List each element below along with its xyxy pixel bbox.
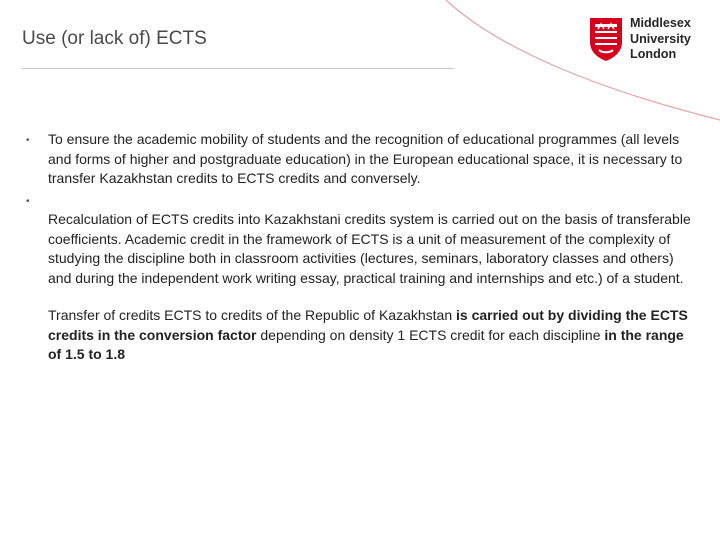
paragraph-conversion <box>26 306 696 365</box>
shield-icon <box>588 16 624 62</box>
logo-line-university: University <box>630 31 691 46</box>
bullet-text-2: Recalculation of ECTS credits into Kazakhstani credits system is carried out on the basis of transferable coefficients. Academic credit in the framework of ECTS is a unit of measurement of the complexity of studying the discipline both in classroom activities (lectures, seminars, laboratory classes and others) and during the independent work writing essay, practical training and internships and etc.) of a student. <box>48 211 691 286</box>
page-title: Use (or lack of) ECTS <box>22 28 207 49</box>
bullet-dot: • <box>26 135 30 146</box>
bullet-dot: • <box>26 195 30 207</box>
slide-content <box>26 130 696 365</box>
conversion-text-2-bold: is carried out by dividing the ECTS credits in the conversion factor <box>48 307 688 343</box>
university-logo <box>588 16 691 68</box>
bullet-text-1: To ensure the academic mobility of students and the recognition of educational programmes (all levels and forms of higher and postgraduate education) in the European educational space, it is necessary to transfer Kazakhstan credits to ECTS credits and conversely. <box>48 131 683 186</box>
title-divider <box>22 68 454 69</box>
bullet-item-2 <box>26 191 696 289</box>
logo-line-middlesex: Middlesex <box>630 16 691 30</box>
logo-line-london: London <box>630 47 677 61</box>
conversion-text-4-bold: in the range of 1.5 to 1.8 <box>48 326 684 362</box>
bullet-item-1 <box>26 130 696 189</box>
conversion-text-3: depending on density 1 ECTS credit for each discipline <box>256 326 605 343</box>
conversion-text-1: Transfer of credits ECTS to credits of the Republic of Kazakhstan <box>48 307 456 323</box>
